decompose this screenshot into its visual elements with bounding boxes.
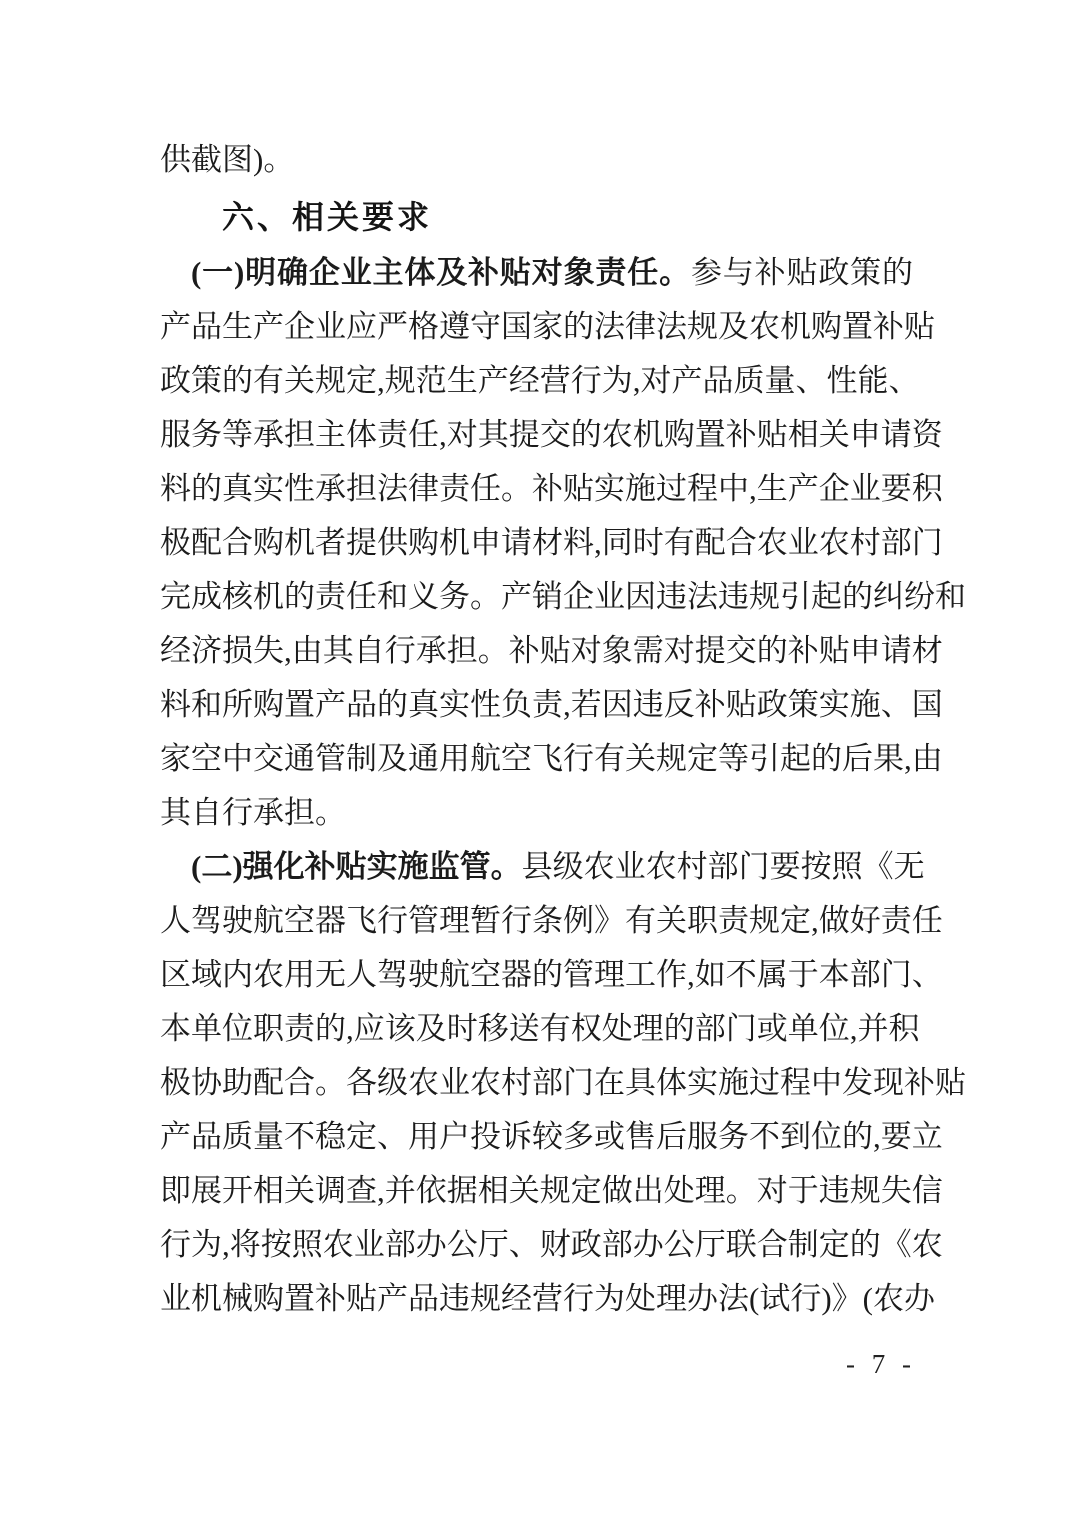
section-heading: 六、相关要求 [222, 199, 433, 235]
text-line: 料的真实性承担法律责任。补贴实施过程中,生产企业要积 [160, 471, 943, 506]
text-line: 极配合购机者提供购机申请材料,同时有配合农业农村部门 [160, 525, 943, 560]
text-line [160, 840, 925, 894]
page-number: - 7 - [846, 1349, 916, 1379]
para-lead: (一)明确企业主体及补贴对象责任。 [191, 255, 691, 290]
para-lead: (二)强化补贴实施监管。 [191, 849, 522, 884]
text-line [160, 246, 913, 300]
text-line: 即展开相关调查,并依据相关规定做出处理。对于违规失信 [160, 1173, 943, 1208]
text-line: 经济损失,由其自行承担。补贴对象需对提交的补贴申请材 [160, 633, 943, 668]
para-text: 参与补贴政策的 [690, 255, 913, 290]
text-line: 区域内农用无人驾驶航空器的管理工作,如不属于本部门、 [160, 957, 943, 992]
text-line: 家空中交通管制及通用航空飞行有关规定等引起的后果,由 [160, 741, 943, 776]
text-line: 本单位职责的,应该及时移送有权处理的部门或单位,并积 [160, 1011, 920, 1046]
text-line: 产品质量不稳定、用户投诉较多或售后服务不到位的,要立 [160, 1119, 943, 1154]
paragraph-continuation: 供截图)。 [160, 142, 295, 177]
text-line: 料和所购置产品的真实性负责,若因违反补贴政策实施、国 [160, 687, 943, 722]
text-line: 产品生产企业应严格遵守国家的法律法规及农机购置补贴 [160, 309, 935, 344]
text-line: 行为,将按照农业部办公厅、财政部办公厅联合制定的《农 [160, 1227, 943, 1262]
text-line: 其自行承担。 [160, 795, 346, 830]
text-line: 完成核机的责任和义务。产销企业因违法违规引起的纠纷和 [160, 579, 966, 614]
text-line: 人驾驶航空器飞行管理暂行条例》有关职责规定,做好责任 [160, 903, 943, 938]
body-text-block [160, 246, 966, 1326]
text-line: 服务等承担主体责任,对其提交的农机购置补贴相关申请资 [160, 417, 943, 452]
text-line: 政策的有关规定,规范生产经营行为,对产品质量、性能、 [160, 363, 920, 398]
para-text: 县级农业农村部门要按照《无 [521, 849, 925, 884]
text-line: 业机械购置补贴产品违规经营行为处理办法(试行)》(农办 [160, 1281, 935, 1316]
text-line: 极协助配合。各级农业农村部门在具体实施过程中发现补贴 [160, 1065, 966, 1100]
